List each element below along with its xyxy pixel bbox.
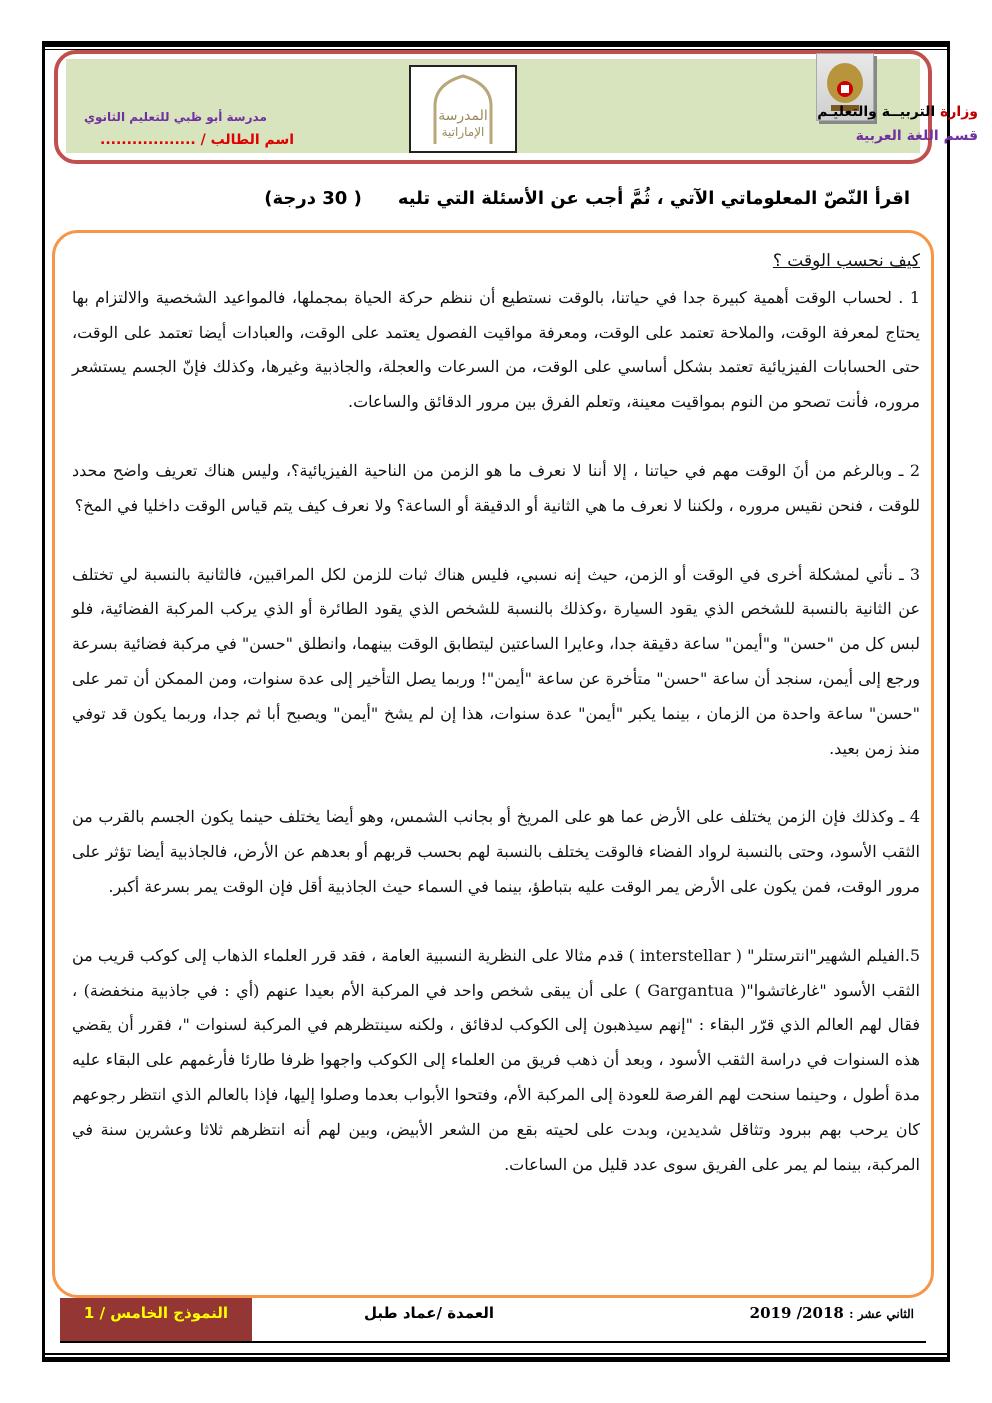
svg-text:المدرسة: المدرسة <box>438 108 488 124</box>
instruction <box>264 188 910 209</box>
svg-text:الإماراتية: الإماراتية <box>441 125 485 139</box>
ministry-rest: التربيــة والتعليـم <box>817 104 941 120</box>
ministry-name <box>817 104 978 120</box>
emirati-school-logo <box>409 65 517 153</box>
paragraph-2: 2 ـ وبالرغم من أنَ الوقت مهم في حياتنا ، إلا أننا لا نعرف ما هو الزمن من الناحية الفيزيائية؟، وليس هناك تعريف واضح محدد للوقت ، فنحن نقيس مروره ، ولكننا لا نعرف ما هي الثانية أو الدقيقة أو الساعة؟ ولا نعرف كيف يتم قياس الوقت داخليا في المخ؟ <box>72 460 920 515</box>
instruction-marks: ( 30 درجة) <box>264 188 362 209</box>
school-name: مدرسة أبو ظبي للتعليم الثانوي <box>84 110 267 124</box>
school-year: 2018/ 2019 <box>749 1304 844 1322</box>
ministry-prefix: وزارة <box>940 104 978 120</box>
article <box>72 244 920 1216</box>
page-frame-bottom <box>42 1357 950 1362</box>
paragraph-5: 5.الفيلم الشهير"انترستلر" ( interstellar ) قدم مثالا على النظرية النسبية العامة ، فقد قرر العلماء الذهاب إلى كوكب قريب من الثقب الأسود "غارغاتشوا"( Gargantua ) على أن يبقى شخص واحد في المركبة الأم بعيدا عنهم (أي : في جاذبية منخفضة) ، فقال لهم العالم الذي قرّر البقاء : "إنهم سيذهبون إلى الكوكب لدقائق ، ولكنه سينتظرهم في المركبة لسنوات "، فقرر أن يقضي هذه السنوات في دراسة الثقب الأسود ، وبعد أن ذهب فريق من العلماء إلى الكوكب واجهوا ظرفا طارئا فأرغمهم على البقاء عليه مدة أطول ، وحينما سنحت لهم الفرصة للعودة إلى المركبة الأم، وفتحوا الأبواب بعدما وصلوا إليها، فإذا بالعالم الذي انتظر رجوعهم كان يرحب بهم ببرود وتثاقل شديدين، وبدت على لحيته بقع من الشعر الأبيض، وبين لهم أنه انتظرهم ثلاثا وعشرين سنة في المركبة، بينما لم يمر على الفريق سوى عدد قليل من الساعات. <box>72 945 921 1174</box>
paragraph-4: 4 ـ وكذلك فإن الزمن يختلف على الأرض عما هو على المريخ أو بجانب الشمس، وهو أيضا يختلف حينما يكون الجسم بالقرب من الثقب الأسود، وحتى بالنسبة لرواد الفضاء فالوقت يختلف بالنسبة لهم بحسب قربهم أو بعدهم عن الأرض، فالجاذبية أيضا تؤثر على مرور الوقت، فمن يكون على الأرض يمر الوقت عليه بتباطؤ، بينما في السماء حيث الجاذبية أقل فإن الوقت يمر بسرعة أكبر. <box>72 807 921 896</box>
teacher-name: العمدة /عماد طبل <box>364 1304 495 1322</box>
page-frame-left <box>42 41 45 1361</box>
page-frame-bottom-thin <box>42 1353 950 1355</box>
footer <box>60 1298 926 1343</box>
paragraph-1: 1 . لحساب الوقت أهمية كبيرة جدا في حياتنا، بالوقت نستطيع أن ننظم حركة الحياة بمجملها، فالمواعيد الشخصية والالتزام بها يحتاج لمعرفة الوقت، والملاحة تعتمد على الوقت، ومعرفة مواقيت الفصول يعتمد على الوقت، والعبادات أيضا تعتمد على الوقت، حتى الحسابات الفيزيائية تعتمد بشكل أساسي على الوقت، من السرعات والعجلة، والجاذبية وغيرها، وكذلك فإنّ الجسم يستشعر مروره، فأنت تصحو من النوم بمواقيت معينة، وتعلم الفرق بين مرور الدقائق والساعات. <box>72 287 920 412</box>
article-title: كيف نحسب الوقت ؟ <box>772 251 920 271</box>
student-name-field[interactable]: اسم الطالب / .................. <box>100 132 295 148</box>
paragraph-3: 3 ـ نأتي لمشكلة أخرى في الوقت أو الزمن، حيث إنه نسبي، فليس هناك ثبات للزمن لكل المراقبين، فالثانية بالنسبة لي تختلف عن الثانية بالنسبة للشخص الذي يقود السيارة ،وكذلك بالنسبة للشخص الذي يقود الطائرة أو الذي يركب المركبة الفضائية، فلو لبس كل من "حسن" و"أيمن" ساعة دقيقة جدا، وعايرا الساعتين ليتطابق الوقت بينهما، وانطلق "حسن" في مركبة فضائية بسرعة ورجع إلى أيمن، سنجد أن ساعة "حسن" متأخرة عن ساعة "أيمن"! وربما يصل التأخير إلى عدة سنوات، ومن الممكن أن تمر على "حسن" ساعة واحدة من الزمان ، بينما يكبر "أيمن" عدة سنوات، هذا إن لم يشخ "أيمن" ويصبح أبا ثم جدا، وربما يكون قد توفي منذ زمن بعيد. <box>72 564 921 758</box>
model-page-label: النموذج الخامس / 1 <box>60 1298 252 1341</box>
grade-year <box>750 1304 914 1322</box>
page-frame-top <box>42 41 950 47</box>
grade-label: الثاني عشر : <box>849 1307 914 1321</box>
department-name: قسم اللغة العربية <box>855 128 978 144</box>
page-frame-right <box>947 41 950 1361</box>
instruction-text: اقرأ النّصّ المعلوماتي الآتي ، ثُمَّ أجب عن الأسئلة التي تليه <box>397 188 910 209</box>
